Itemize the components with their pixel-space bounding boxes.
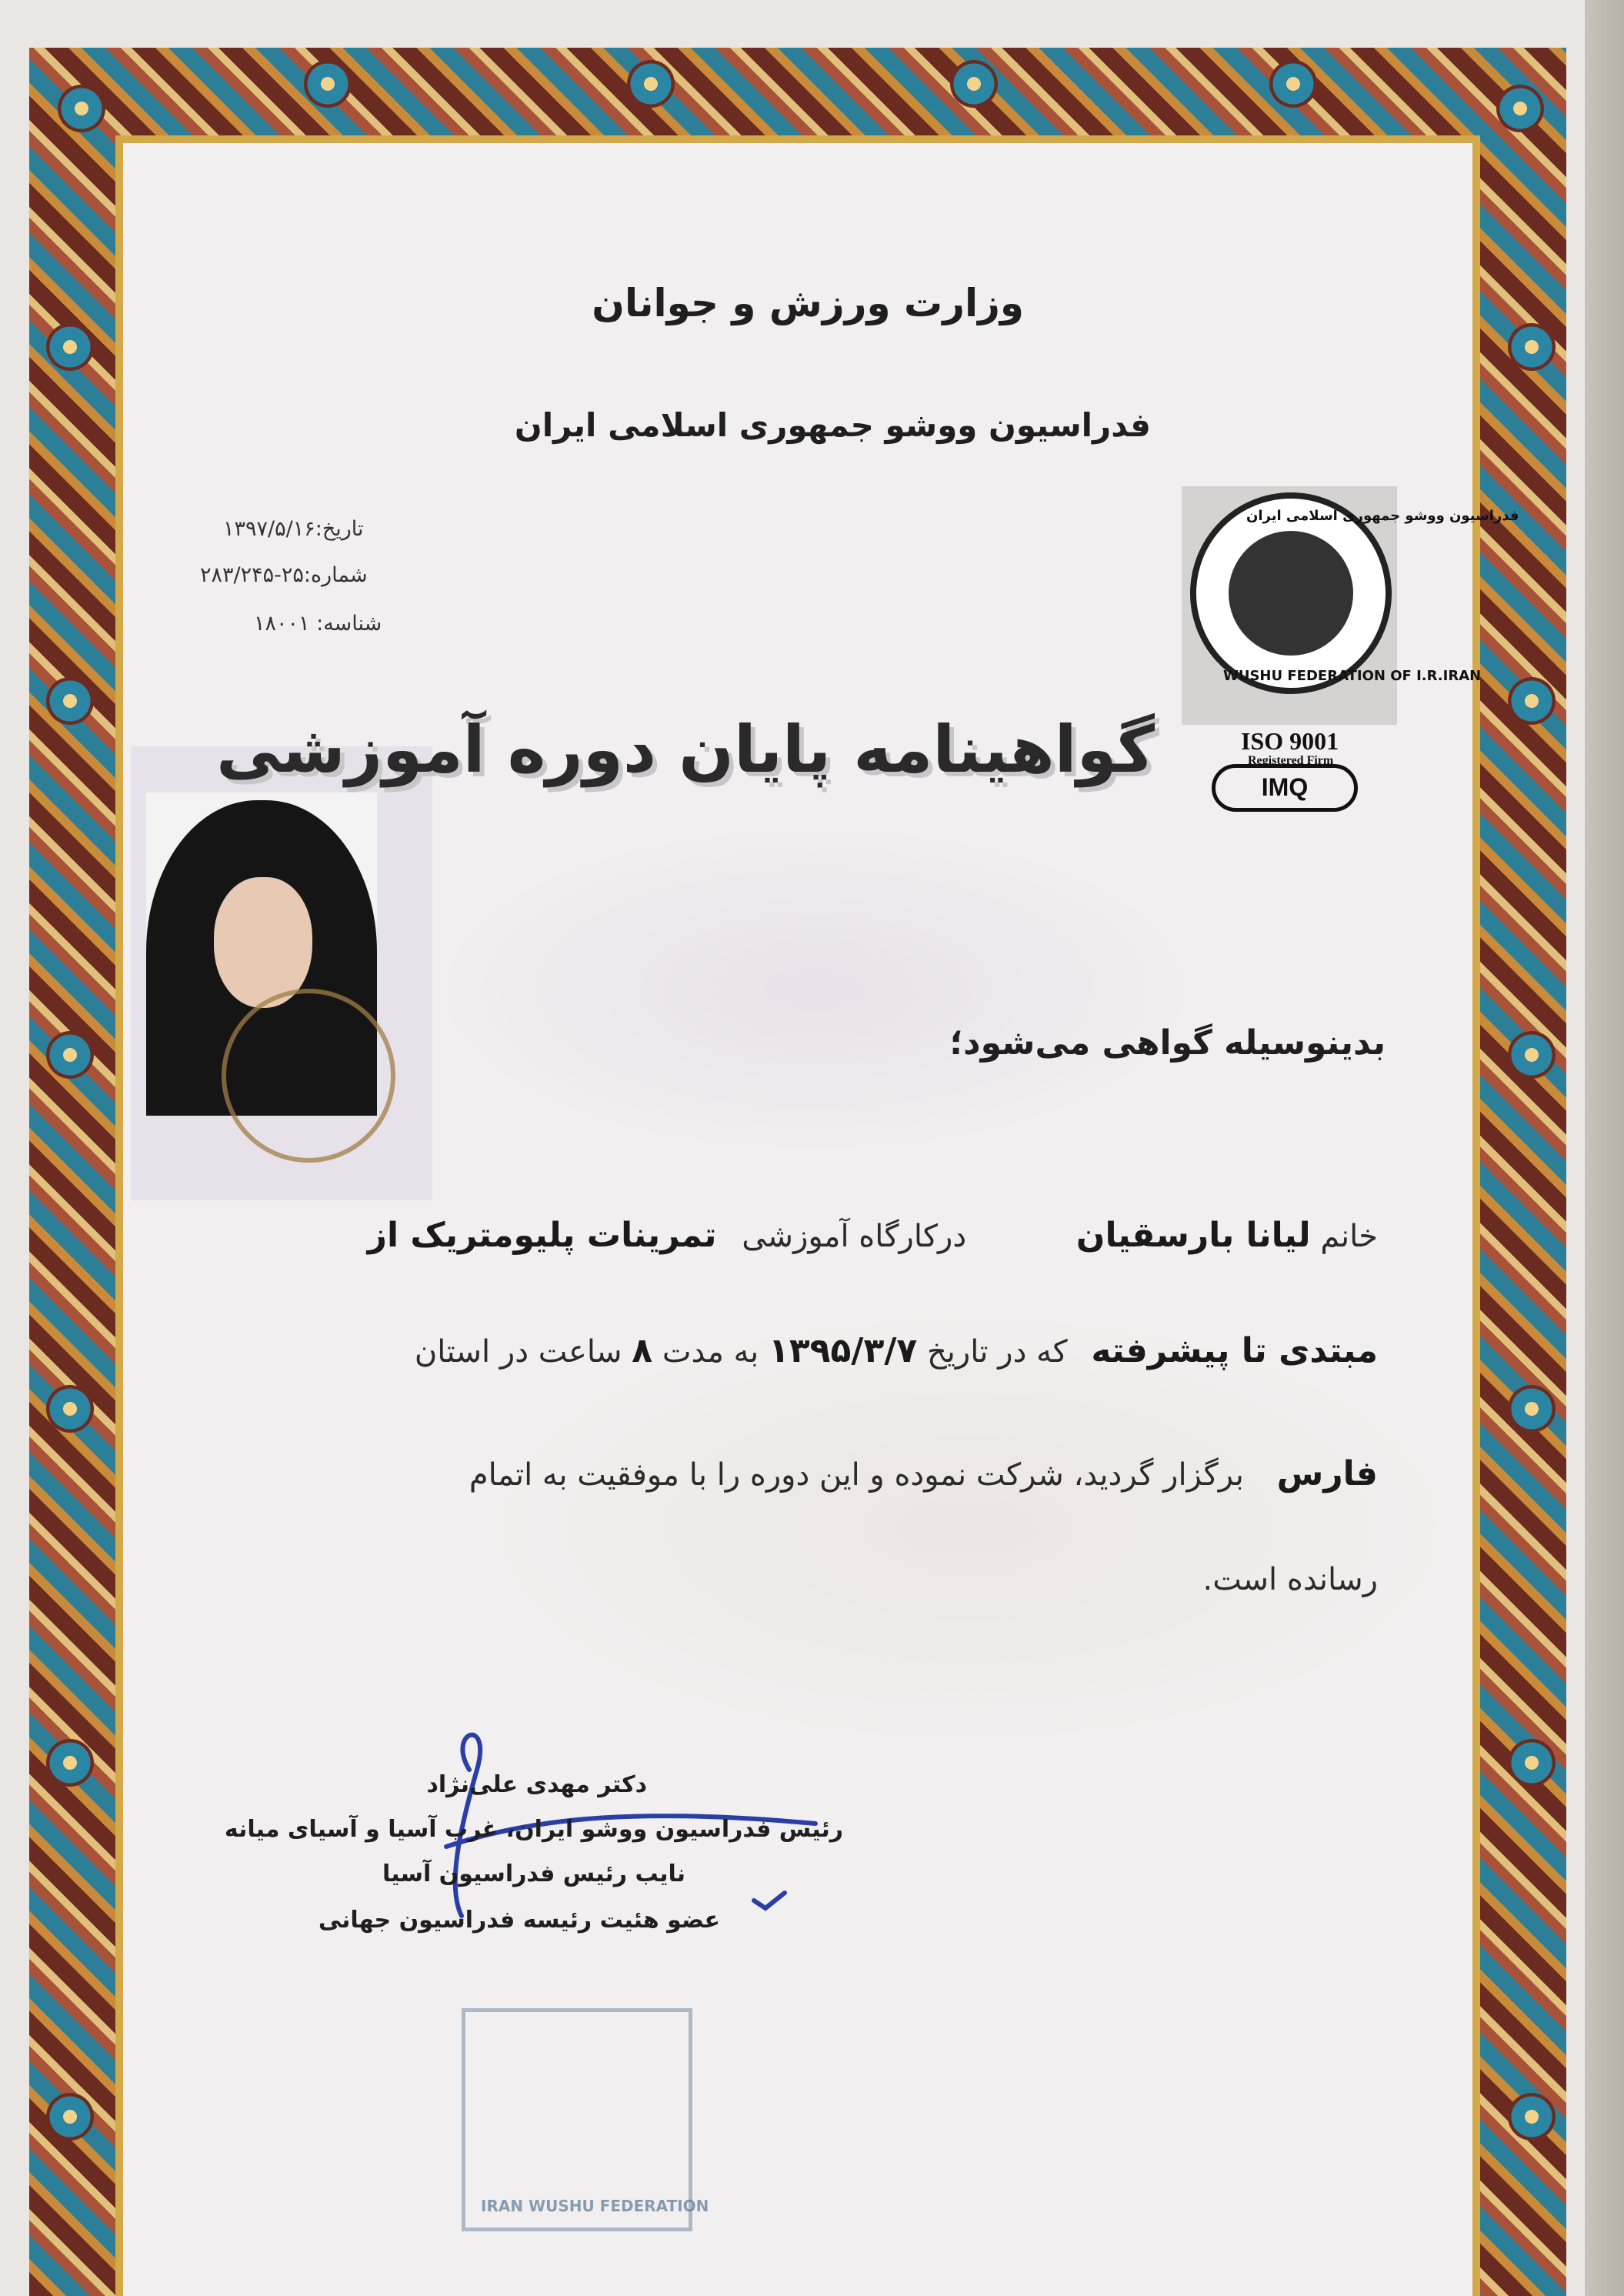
federation-heading: فدراسیون ووشو جمهوری اسلامی ایران xyxy=(514,406,1151,444)
photo-stamp xyxy=(222,989,395,1163)
border-medallion-icon xyxy=(1508,677,1556,725)
border-medallion-icon xyxy=(1269,60,1317,108)
border-medallion-icon xyxy=(46,323,94,371)
border-medallion-icon xyxy=(1508,1739,1556,1787)
signatory-role-3: عضو هئیت رئیسه فدراسیون جهانی xyxy=(318,1907,720,1934)
body-text: که در تاریخ xyxy=(926,1334,1068,1370)
course-hours: ۸ xyxy=(632,1331,653,1370)
border-medallion-icon xyxy=(46,1385,94,1433)
border-medallion-icon xyxy=(1508,2093,1556,2141)
course-province: فارس xyxy=(1276,1454,1378,1493)
body-text: درکارگاه آموزشی xyxy=(742,1219,967,1254)
border-medallion-icon xyxy=(950,60,998,108)
imq-badge: IMQ xyxy=(1212,764,1358,812)
course-date: ۱۳۹۵/۳/۷ xyxy=(768,1331,918,1370)
border-medallion-icon xyxy=(46,1031,94,1079)
registered-firm-label: Registered Firm xyxy=(1248,754,1334,767)
cert-number: شماره:۲۵-۲۸۳/۲۴۵ xyxy=(200,563,368,587)
recipient-name: لیانا بارسقیان xyxy=(1075,1216,1311,1255)
border-medallion-icon xyxy=(1508,323,1556,371)
stamp-text: IRAN WUSHU FEDERATION xyxy=(481,2197,709,2215)
signatory-role-2: نایب رئیس فدراسیون آسیا xyxy=(382,1860,685,1887)
border-medallion-icon xyxy=(1508,1031,1556,1079)
course-name: تمرینات پلیومتریک از xyxy=(367,1216,717,1255)
border-medallion-icon xyxy=(58,85,105,132)
body-text: ساعت در استان xyxy=(414,1334,622,1370)
page-edge xyxy=(1585,0,1624,2296)
signatory-role-1: رئیس فدراسیون ووشو ایران، غرب آسیا و آسیای میانه xyxy=(224,1816,843,1843)
ministry-heading: وزارت ورزش و جوانان xyxy=(592,281,1024,325)
cert-date: تاریخ:۱۳۹۷/۵/۱۶ xyxy=(223,517,364,541)
border-medallion-icon xyxy=(1496,85,1544,132)
body-line-4: رسانده است. xyxy=(1202,1562,1378,1597)
logo-ring-text-fa: فدراسیون ووشو جمهوری اسلامی ایران xyxy=(1246,508,1519,524)
border-medallion-icon xyxy=(1508,1385,1556,1433)
border-medallion-icon xyxy=(304,60,352,108)
border-medallion-icon xyxy=(46,2093,94,2141)
logo-ring-text-en: WUSHU FEDERATION OF I.R.IRAN xyxy=(1223,668,1482,684)
mountain-emblem-icon xyxy=(1229,531,1353,656)
body-text: برگزار گردید، شرکت نموده و این دوره را با موفقیت به اتمام xyxy=(469,1457,1244,1493)
body-text: خانم xyxy=(1320,1219,1378,1254)
signatory-name: دکتر مهدی علی‌نژاد xyxy=(426,1771,647,1798)
salutation: بدینوسیله گواهی می‌شود؛ xyxy=(949,1023,1386,1063)
body-line-1 xyxy=(368,1216,1378,1255)
border-medallion-icon xyxy=(46,677,94,725)
photo-face xyxy=(214,877,312,1008)
body-line-2 xyxy=(415,1331,1378,1370)
course-level: مبتدی تا پیشرفته xyxy=(1091,1331,1378,1370)
border-medallion-icon xyxy=(627,60,675,108)
border-medallion-icon xyxy=(46,1739,94,1787)
cert-id: شناسه: ۱۸۰۰۱ xyxy=(254,612,382,636)
body-line-3 xyxy=(469,1454,1378,1493)
iso-label: ISO 9001 xyxy=(1241,727,1339,755)
certificate-title: گواهینامه پایان دوره آموزشی xyxy=(216,712,1155,787)
body-text: به مدت xyxy=(662,1334,759,1370)
